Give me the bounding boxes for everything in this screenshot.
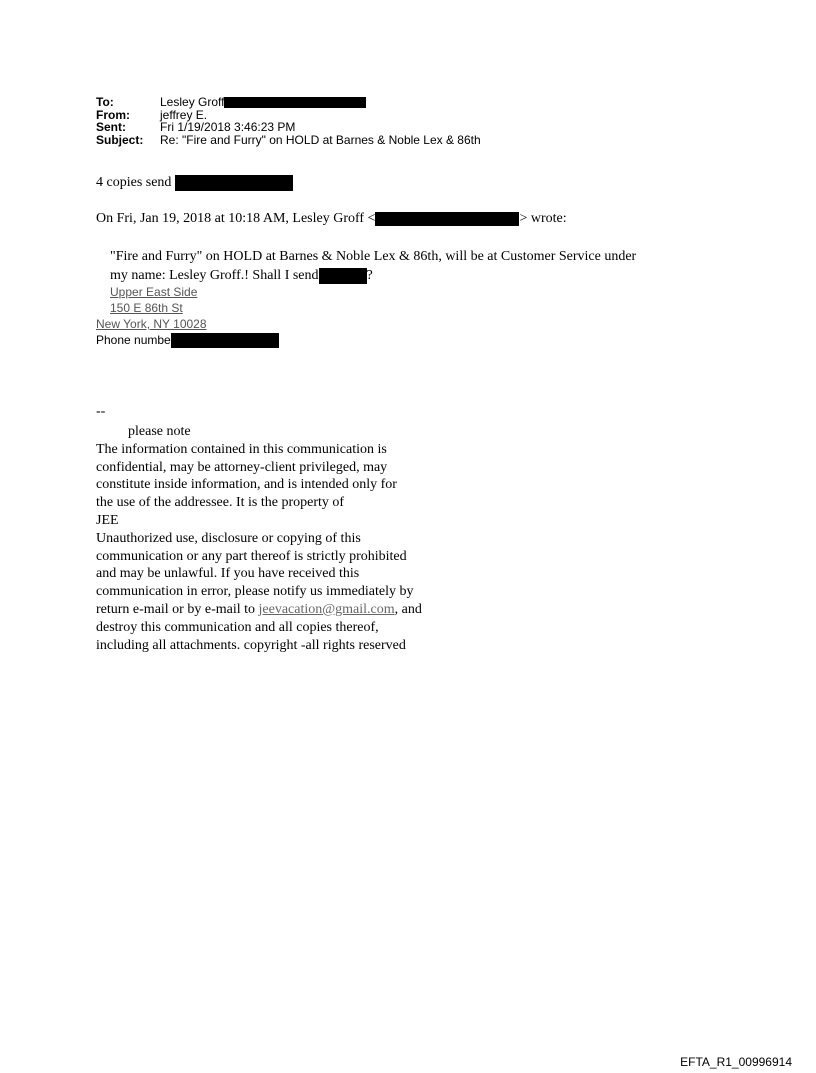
- email-header: [96, 96, 481, 146]
- subject-label: Subject:: [96, 132, 144, 147]
- redaction-box: [375, 212, 519, 226]
- redaction-box: [171, 333, 279, 348]
- disclaimer-email-line: [96, 601, 476, 619]
- quoted-line: [110, 266, 750, 285]
- quoted-line: [110, 247, 750, 266]
- disclaimer-line: communication or any part thereof is strictly prohibited: [96, 548, 407, 564]
- to-row: [96, 96, 481, 109]
- reply-body: [96, 175, 293, 191]
- disclaimer: [96, 423, 476, 654]
- to-label: To:: [96, 95, 114, 109]
- subject-value: Re: "Fire and Furry" on HOLD at Barnes & Noble Lex & 86th: [160, 132, 481, 147]
- phone-label: Phone numbe: [96, 333, 171, 347]
- disclaimer-line: constitute inside information, and is intended only for: [96, 477, 397, 493]
- address-link[interactable]: Upper East Side: [110, 285, 198, 299]
- redaction-box: [175, 175, 293, 191]
- sent-value: Fri 1/19/2018 3:46:23 PM: [160, 120, 296, 134]
- quoted-text: "Fire and Furry" on HOLD at Barnes & Noble Lex & 86th, will be at Customer Service under: [110, 249, 637, 264]
- quoted-text: ?: [366, 268, 373, 283]
- disclaimer-line: Unauthorized use, disclosure or copying of this: [96, 530, 361, 546]
- phone-row: [96, 332, 279, 348]
- disclaimer-line: The information contained in this communication is: [96, 441, 387, 457]
- disclaimer-line: and may be unlawful. If you have received this: [96, 566, 360, 582]
- reply-text: 4 copies send: [96, 175, 172, 190]
- disclaimer-line: JEE: [96, 512, 119, 528]
- email-link[interactable]: jeevacation@gmail.com: [258, 601, 395, 617]
- disclaimer-line: the use of the addressee. It is the property of: [96, 495, 345, 511]
- disclaimer-line: confidential, may be attorney-client privileged, may: [96, 459, 388, 475]
- address-block: [96, 284, 279, 348]
- redaction-box: [224, 97, 366, 108]
- sent-row: [96, 121, 481, 134]
- quote-intro-suffix: > wrote:: [519, 211, 567, 226]
- disclaimer-line: destroy this communication and all copies thereof,: [96, 619, 379, 635]
- disclaimer-text: return e-mail or by e-mail to: [96, 601, 259, 617]
- address-link[interactable]: 150 E 86th St: [110, 301, 183, 315]
- quoted-message: [110, 247, 750, 285]
- from-label: From:: [96, 107, 130, 122]
- quote-attribution: [96, 211, 567, 227]
- redaction-box: [319, 268, 367, 284]
- signature-separator: --: [96, 404, 106, 419]
- disclaimer-line: communication in error, please notify us immediately by: [96, 584, 414, 600]
- address-link[interactable]: New York, NY 10028: [96, 317, 207, 331]
- bates-number: EFTA_R1_00996914: [680, 1055, 792, 1069]
- sent-label: Sent:: [96, 120, 126, 134]
- quoted-text: my name: Lesley Groff.! Shall I send: [110, 268, 319, 283]
- disclaimer-note: please note: [128, 424, 191, 439]
- quote-intro-prefix: On Fri, Jan 19, 2018 at 10:18 AM, Lesley Groff <: [96, 211, 376, 226]
- from-value: jeffrey E.: [160, 107, 208, 122]
- disclaimer-text: , and: [394, 601, 422, 617]
- disclaimer-line: including all attachments. copyright -all rights reserved: [96, 637, 406, 653]
- subject-row: [96, 134, 481, 147]
- to-value: Lesley Groff: [160, 95, 225, 109]
